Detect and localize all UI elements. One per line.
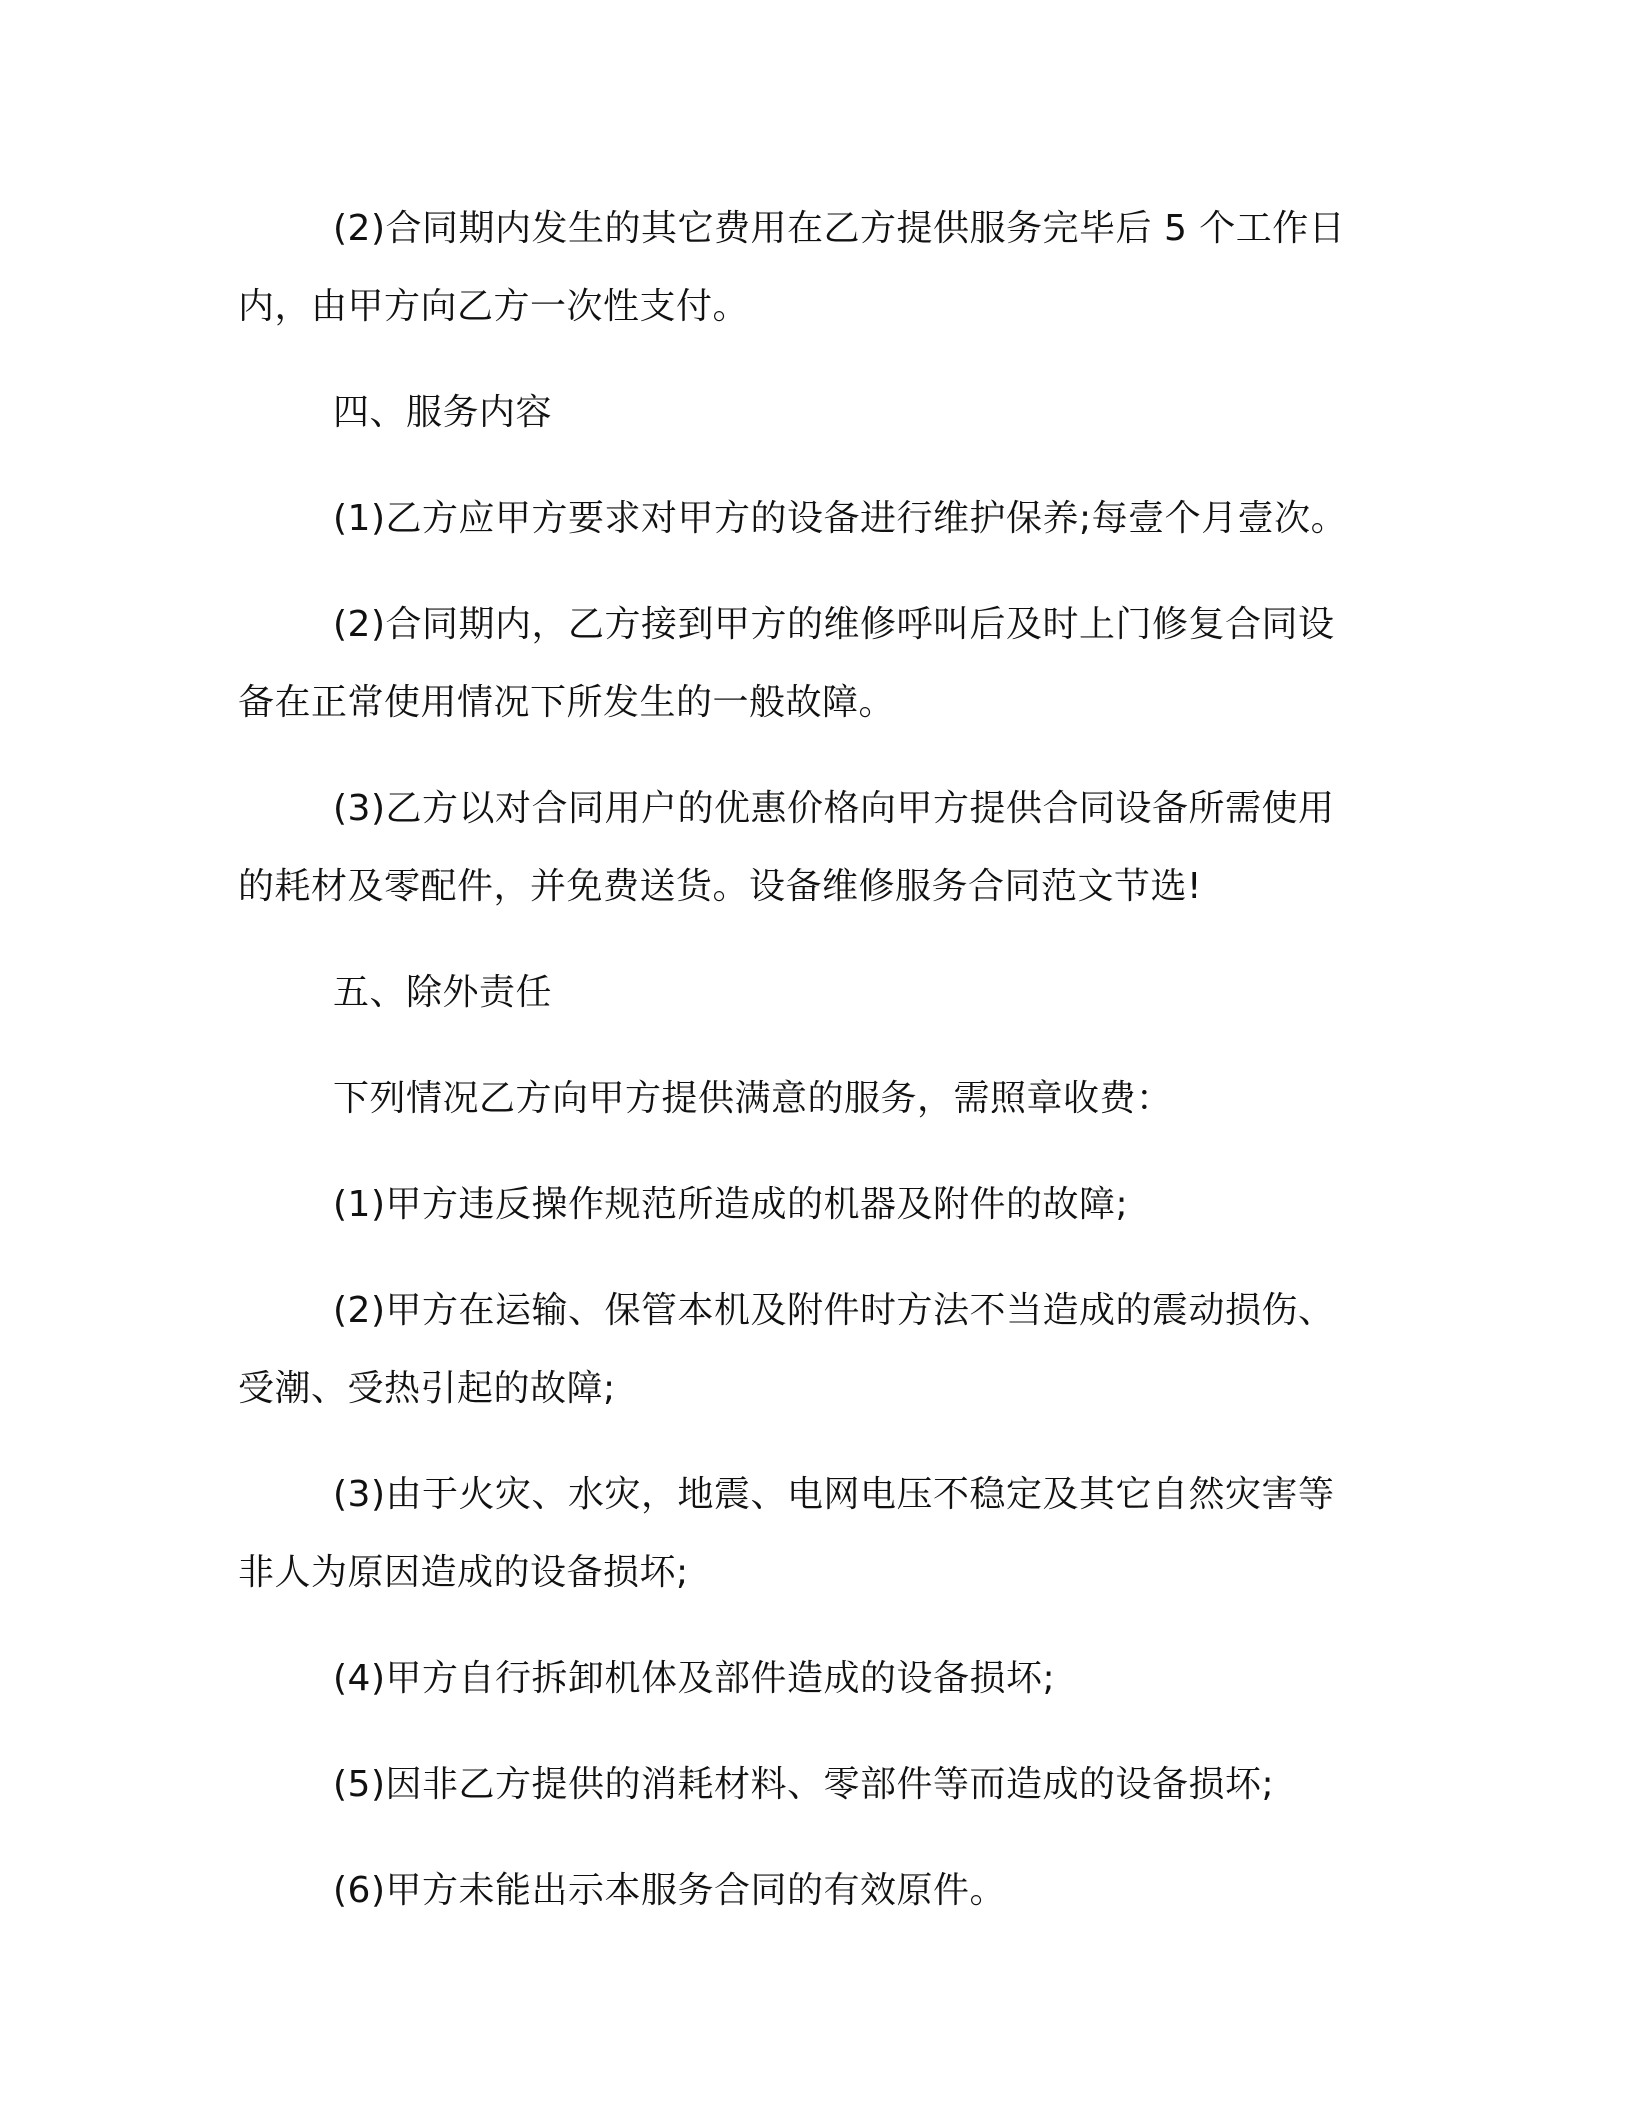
paragraph-repair-call: (2)合同期内，乙方接到甲方的维修呼叫后及时上门修复合同设备在正常使用情况下所发生的一般故障。 (238, 604, 1335, 723)
paragraph-consumables: (3)乙方以对合同用户的优惠价格向甲方提供合同设备所需使用的耗材及零配件，并免费送货。设备维修服务合同范文节选! (238, 788, 1335, 907)
paragraph-other-fees: (2)合同期内发生的其它费用在乙方提供服务完毕后 5 个工作日内，由甲方向乙方一次性支付。 (238, 208, 1346, 327)
paragraph-exclusion-5: (5)因非乙方提供的消耗材料、零部件等而造成的设备损坏; (333, 1764, 1275, 1805)
heading-exclusions: 五、除外责任 (333, 972, 553, 1013)
paragraph-maintenance: (1)乙方应甲方要求对甲方的设备进行维护保养;每壹个月壹次。 (333, 498, 1348, 539)
document-page (238, 190, 1348, 1930)
heading-service-content: 四、服务内容 (333, 392, 553, 433)
paragraph-charge-intro: 下列情况乙方向甲方提供满意的服务，需照章收费： (333, 1078, 1173, 1119)
paragraph-exclusion-4: (4)甲方自行拆卸机体及部件造成的设备损坏; (333, 1658, 1056, 1699)
paragraph-exclusion-2: (2)甲方在运输、保管本机及附件时方法不当造成的震动损伤、受潮、受热引起的故障; (238, 1290, 1335, 1409)
paragraph-exclusion-6: (6)甲方未能出示本服务合同的有效原件。 (333, 1870, 1006, 1911)
paragraph-exclusion-3: (3)由于火灾、水灾，地震、电网电压不稳定及其它自然灾害等非人为原因造成的设备损坏; (238, 1474, 1335, 1593)
paragraph-exclusion-1: (1)甲方违反操作规范所造成的机器及附件的故障; (333, 1184, 1129, 1225)
